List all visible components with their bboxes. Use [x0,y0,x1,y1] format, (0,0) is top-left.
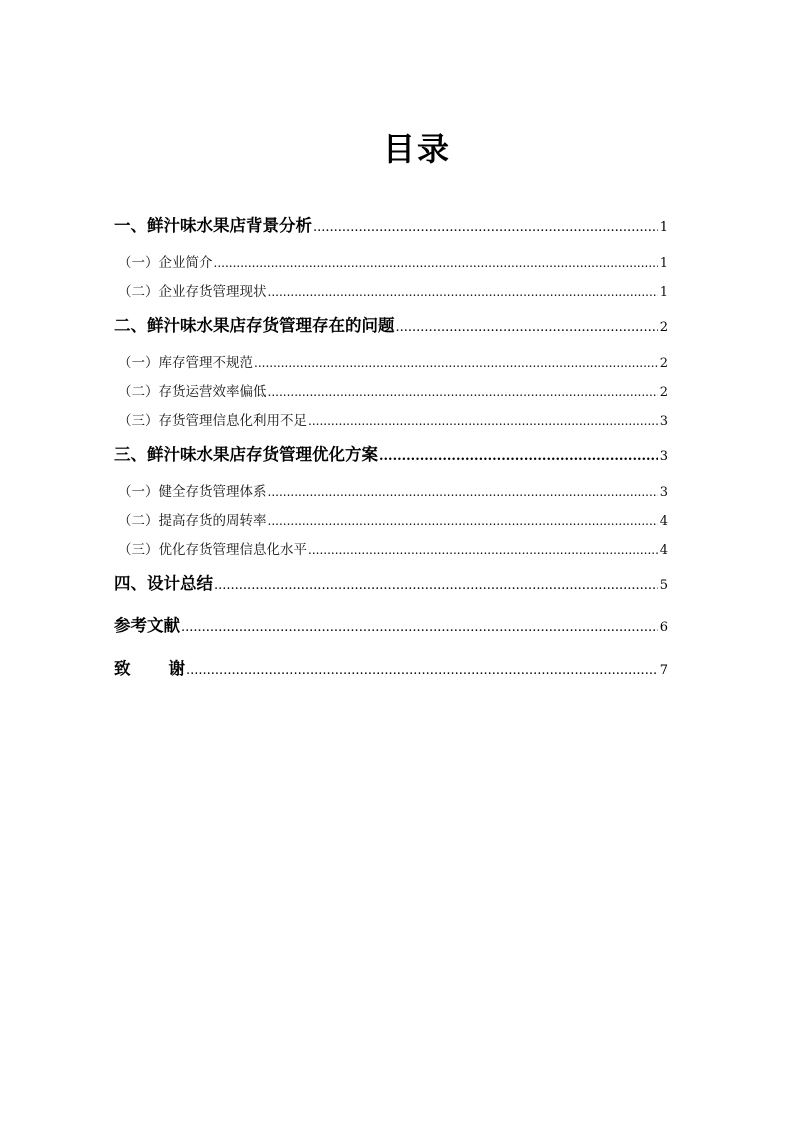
toc-entry-section-1[interactable] [114,212,668,234]
dot-leader [268,514,658,528]
toc-entry-label: （二）存货运营效率偏低 [118,384,267,400]
toc-page-number: 3 [659,485,668,500]
toc-entry-section-2-3[interactable] [114,409,668,429]
dot-leader [214,256,658,270]
toc-entry-label: （三）存货管理信息化利用不足 [118,413,307,429]
toc-entry-label: 四、设计总结 [114,574,213,593]
toc-page-number: 6 [659,620,668,635]
toc-page-number: 2 [659,320,668,335]
toc-entry-section-2[interactable] [114,312,668,334]
dot-leader [308,543,658,557]
toc-page-number: 7 [659,663,668,678]
toc-entry-section-2-2[interactable] [114,380,668,400]
dot-leader [268,485,658,499]
toc-entry-label [114,655,185,679]
toc-entry-label: （三）优化存货管理信息化水平 [118,542,307,558]
dot-leader [214,578,658,593]
toc-page-number: 2 [659,385,668,400]
toc-entry-section-3-3[interactable] [114,538,668,558]
dot-leader [268,385,658,399]
toc-entry-label: 参考文献 [114,616,180,635]
toc-page-number: 1 [659,256,668,271]
toc-entry-label: （一）健全存货管理体系 [118,484,267,500]
toc-entry-section-1-2[interactable] [114,280,668,300]
toc-entry-section-4[interactable] [114,570,668,592]
dot-leader [186,663,658,678]
toc-page-number: 1 [659,220,668,235]
toc-entry-section-1-1[interactable] [114,251,668,271]
toc-page-number: 2 [659,356,668,371]
toc-page-number: 3 [659,414,668,429]
toc-entry-section-3-1[interactable] [114,480,668,500]
toc-entry-label-part1: 致 [114,659,131,678]
toc-page-number: 4 [659,514,668,529]
toc-page-number: 4 [659,543,668,558]
toc-entry-label: 一、鲜汁味水果店背景分析 [114,216,312,235]
toc-entry-section-2-1[interactable] [114,351,668,371]
toc-entry-label: （一）库存管理不规范 [118,355,253,371]
dot-leader [313,220,658,235]
dot-leader [254,356,658,370]
dot-leader [308,414,658,428]
toc-page-number: 1 [659,285,668,300]
toc-entry-label-part2: 谢 [168,659,185,678]
toc-entry-section-3[interactable] [114,441,668,463]
toc-entry-label: （二）企业存货管理现状 [118,284,267,300]
toc-entry-label: 三、鲜汁味水果店存货管理优化方案 [114,445,378,464]
toc-entry-acknowledgements[interactable] [114,655,668,677]
dot-leader [379,449,658,464]
toc-entry-label: （一）企业简介 [118,255,213,271]
dot-leader [181,620,658,635]
dot-leader [268,285,658,299]
toc-page-number: 3 [659,449,668,464]
toc-entry-label: （二）提高存货的周转率 [118,513,267,529]
toc-entry-section-3-2[interactable] [114,509,668,529]
toc-page-number: 5 [659,578,668,593]
toc-entry-label: 二、鲜汁味水果店存货管理存在的问题 [114,316,395,335]
page-title: 目录 [382,130,451,168]
toc-entry-references[interactable] [114,612,668,634]
dot-leader [396,320,658,335]
